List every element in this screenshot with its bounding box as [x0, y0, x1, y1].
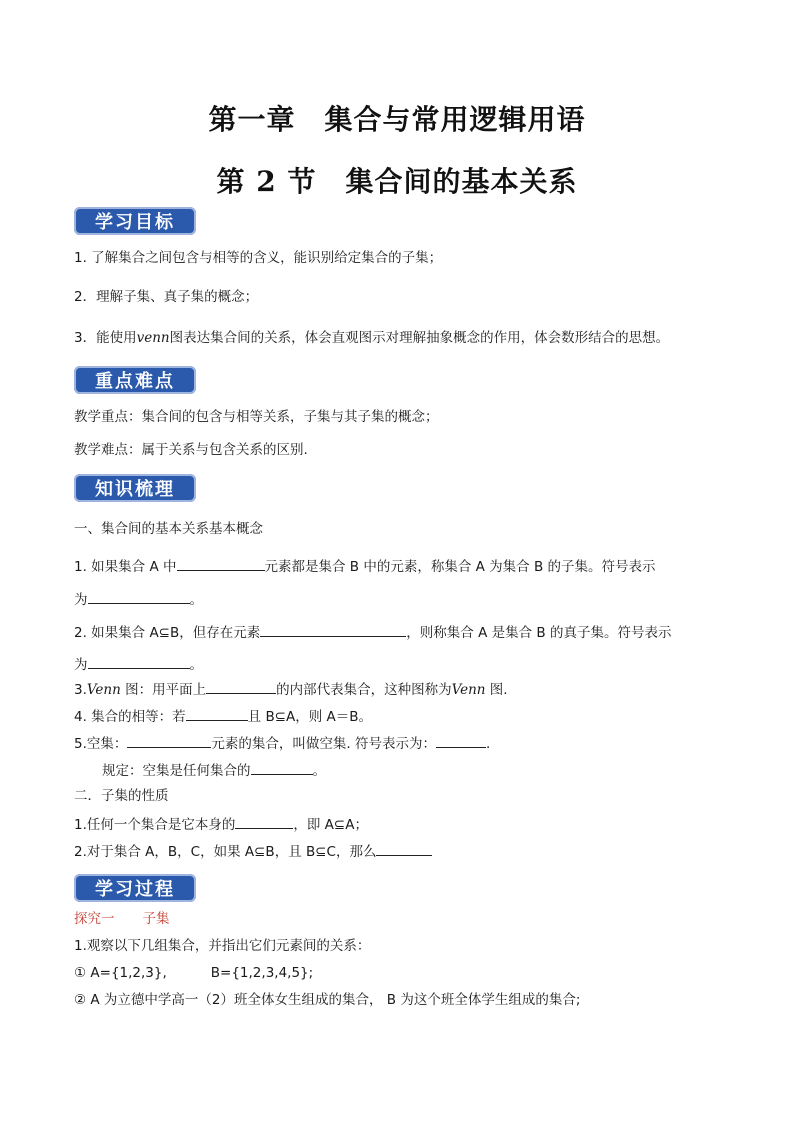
process-example-1: [74, 964, 313, 982]
knowledge-item-1-c: 为: [74, 592, 88, 608]
knowledge-item-5-c: .: [485, 736, 491, 752]
fill-blank[interactable]: [251, 760, 313, 775]
fill-blank[interactable]: [235, 814, 293, 829]
knowledge-item-3: [74, 679, 508, 699]
knowledge-item-3-c: 图：用平面上: [120, 682, 207, 698]
property-1-a: 1.任何一个集合是它本身的: [74, 817, 236, 833]
property-1: [74, 814, 368, 834]
knowledge-item-3-f: 图.: [485, 682, 508, 698]
knowledge-item-4-a: 4. 集合的相等：若: [74, 709, 186, 725]
section-badge-focus: 重点难点: [74, 366, 196, 394]
knowledge-item-5-b: 元素的集合，叫做空集. 符号表示为：: [211, 736, 436, 752]
example-1-a: ① A={1,2,3},: [74, 965, 167, 981]
fill-blank[interactable]: [88, 589, 190, 604]
knowledge-item-1-cont: [74, 589, 203, 609]
page-title: 第一章 集合与常用逻辑用语: [208, 103, 586, 136]
knowledge-item-3-venn: Venn: [86, 682, 121, 698]
property-2: [74, 841, 432, 861]
knowledge-item-1-a: 1. 如果集合 A 中: [74, 559, 177, 575]
fill-blank[interactable]: [88, 654, 190, 669]
fill-blank[interactable]: [436, 733, 486, 748]
knowledge-item-2-d: 。: [189, 657, 203, 673]
knowledge-item-2-cont: [74, 654, 203, 674]
goal-3-text-b: 图表达集合间的关系，体会直观图示对理解抽象概念的作用，体会数形结合的思想。: [169, 330, 670, 346]
section-badge-knowledge: 知识梳理: [74, 474, 196, 502]
goal-3-venn: venn: [136, 330, 170, 346]
knowledge-item-2-a: 2. 如果集合 A⊆B，但存在元素: [74, 625, 261, 641]
knowledge-item-3-venn-2: Venn: [451, 682, 486, 698]
knowledge-item-1-b: 元素都是集合 B 中的元素，称集合 A 为集合 B 的子集。符号表示: [264, 559, 656, 575]
process-example-2: ② A 为立德中学高一（2）班全体女生组成的集合， B 为这个班全体学生组成的集合;: [74, 992, 581, 1008]
property-1-b: ，即 A⊆A；: [293, 817, 368, 833]
knowledge-item-5-a: 5.空集：: [74, 736, 128, 752]
goal-2: 2．理解子集、真子集的概念；: [74, 289, 259, 305]
knowledge-item-2-b: ，则称集合 A 是集合 B 的真子集。符号表示: [406, 625, 672, 641]
knowledge-item-4-b: 且 B⊆A，则 A＝B。: [247, 709, 373, 725]
knowledge-item-1: [74, 556, 656, 576]
focus-key: 教学重点：集合间的包含与相等关系，子集与其子集的概念；: [74, 409, 439, 425]
knowledge-item-5-rule: [102, 760, 326, 780]
knowledge-item-5: [74, 733, 490, 753]
knowledge-heading-2: 二．子集的性质: [74, 788, 169, 804]
explore-topic: 子集: [142, 911, 170, 927]
goal-1: 1. 了解集合之间包含与相等的含义，能识别给定集合的子集；: [74, 250, 443, 266]
knowledge-item-3-d: 的内部代表集合，这种图称为: [276, 682, 452, 698]
fill-blank[interactable]: [376, 841, 432, 856]
example-1-b: B={1,2,3,4,5};: [210, 965, 314, 981]
page-subtitle: 第 2 节 集合间的基本关系: [216, 165, 578, 198]
fill-blank[interactable]: [127, 733, 211, 748]
knowledge-heading-1: 一、集合间的基本关系基本概念: [74, 521, 263, 537]
knowledge-item-4: [74, 706, 372, 726]
focus-hard: 教学难点：属于关系与包含关系的区别.: [74, 442, 308, 458]
process-question-1: 1.观察以下几组集合，并指出它们元素间的关系：: [74, 938, 371, 954]
property-2-a: 2.对于集合 A，B，C，如果 A⊆B，且 B⊆C，那么: [74, 844, 377, 860]
fill-blank[interactable]: [260, 622, 406, 637]
explore-label: 探究一: [74, 911, 115, 927]
section-badge-process: 学习过程: [74, 874, 196, 902]
explore-heading: [74, 910, 170, 928]
knowledge-item-5-e: 。: [312, 763, 326, 779]
knowledge-item-1-d: 。: [189, 592, 203, 608]
knowledge-item-3-a: 3.: [74, 682, 87, 698]
fill-blank[interactable]: [186, 706, 248, 721]
knowledge-item-5-d: 规定：空集是任何集合的: [102, 763, 251, 779]
section-badge-goals: 学习目标: [74, 207, 196, 235]
goal-3-text-a: 3．能使用: [74, 330, 137, 346]
knowledge-item-2-c: 为: [74, 657, 88, 673]
goal-3: [74, 329, 669, 347]
fill-blank[interactable]: [177, 556, 265, 571]
fill-blank[interactable]: [206, 679, 276, 694]
knowledge-item-2: [74, 622, 671, 642]
